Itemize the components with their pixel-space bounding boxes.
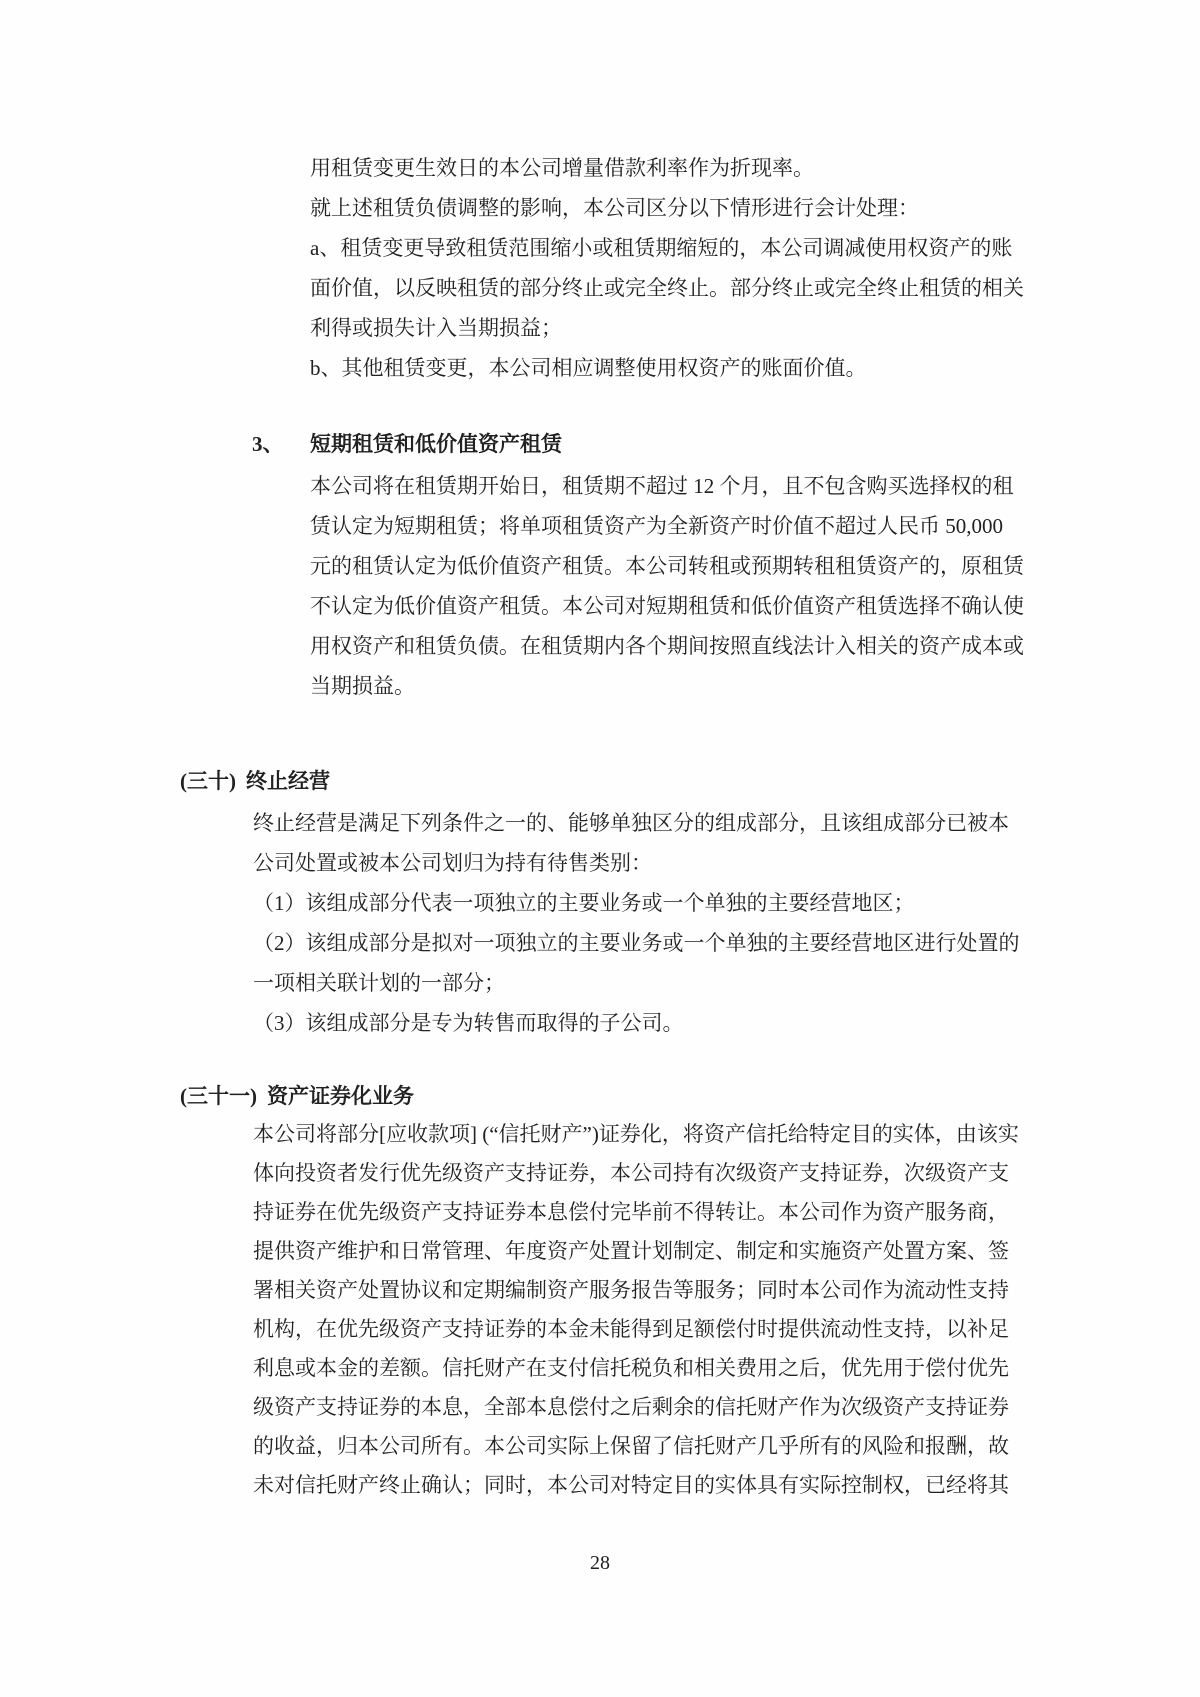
paragraph-lease-modification [310,148,1024,388]
text-line: （3）该组成部分是专为转售而取得的子公司。 [253,1011,684,1035]
text-line: 不认定为低价值资产租赁。本公司对短期租赁和低价值资产租赁选择不确认使 [310,594,1024,618]
text-line: 面价值，以反映租赁的部分终止或完全终止。部分终止或完全终止租赁的相关 [310,276,1024,300]
text-line: 未对信托财产终止确认；同时，本公司对特定目的实体具有实际控制权，已经将其 [253,1473,1009,1497]
text-line: 终止经营是满足下列条件之一的、能够单独区分的组成部分，且该组成部分已被本 [253,811,1009,835]
text-line: 一项相关联计划的一部分； [253,971,505,995]
text-line: 机构，在优先级资产支持证券的本金未能得到足额偿付时提供流动性支持，以补足 [253,1317,1009,1341]
paragraph-asset-securitization [253,1115,1019,1505]
text-line: 本公司将部分[应收款项] (“信托财产”)证券化，将资产信托给特定目的实体，由该实 [253,1122,1019,1146]
text-line: （1）该组成部分代表一项独立的主要业务或一个单独的主要经营地区； [253,891,915,915]
text-line: 体向投资者发行优先级资产支持证券，本公司持有次级资产支持证券，次级资产支 [253,1161,1009,1185]
text-line: 本公司将在租赁期开始日，租赁期不超过 12 个月，且不包含购买选择权的租 [310,474,1014,498]
heading-section-3-number: 3、 [252,432,284,456]
heading-section-31 [180,1076,414,1116]
text-line: 级资产支持证券的本息，全部本息偿付之后剩余的信托财产作为次级资产支持证券 [253,1395,1009,1419]
heading-section-30-number: (三十) [180,769,236,793]
text-line: （2）该组成部分是拟对一项独立的主要业务或一个单独的主要经营地区进行处置的 [253,931,1020,955]
text-line: 持证券在优先级资产支持证券本息偿付完毕前不得转让。本公司作为资产服务商， [253,1200,1009,1224]
text-line: 用租赁变更生效日的本公司增量借款利率作为折现率。 [310,156,814,180]
heading-section-3-title: 短期租赁和低价值资产租赁 [310,432,562,456]
heading-section-3 [252,424,562,464]
heading-section-31-title: 资产证券化业务 [267,1084,414,1108]
text-line: 当期损益。 [310,674,415,698]
text-line: a、租赁变更导致租赁范围缩小或租赁期缩短的，本公司调减使用权资产的账 [310,236,1013,260]
text-line: 就上述租赁负债调整的影响，本公司区分以下情形进行会计处理： [310,196,919,220]
text-line: 利息或本金的差额。信托财产在支付信托税负和相关费用之后，优先用于偿付优先 [253,1356,1009,1380]
text-line: 署相关资产处置协议和定期编制资产服务报告等服务；同时本公司作为流动性支持 [253,1278,1009,1302]
text-line: 的收益，归本公司所有。本公司实际上保留了信托财产几乎所有的风险和报酬，故 [253,1434,1009,1458]
paragraph-discontinued-operations [253,803,1020,1043]
text-line: 赁认定为短期租赁；将单项租赁资产为全新资产时价值不超过人民币 50,000 [310,514,1003,538]
heading-section-30 [180,761,330,801]
text-line: 用权资产和租赁负债。在租赁期内各个期间按照直线法计入相关的资产成本或 [310,634,1024,658]
text-line: 公司处置或被本公司划归为持有待售类别： [253,851,652,875]
heading-section-30-title: 终止经营 [246,769,330,793]
text-line: 提供资产维护和日常管理、年度资产处置计划制定、制定和实施资产处置方案、签 [253,1239,1009,1263]
text-line: 元的租赁认定为低价值资产租赁。本公司转租或预期转租租赁资产的，原租赁 [310,554,1024,578]
text-line: 利得或损失计入当期损益； [310,316,562,340]
paragraph-short-term-leases [310,466,1024,706]
text-line: b、其他租赁变更，本公司相应调整使用权资产的账面价值。 [310,356,867,380]
heading-section-31-number: (三十一) [180,1084,257,1108]
page-number: 28 [590,1552,610,1574]
